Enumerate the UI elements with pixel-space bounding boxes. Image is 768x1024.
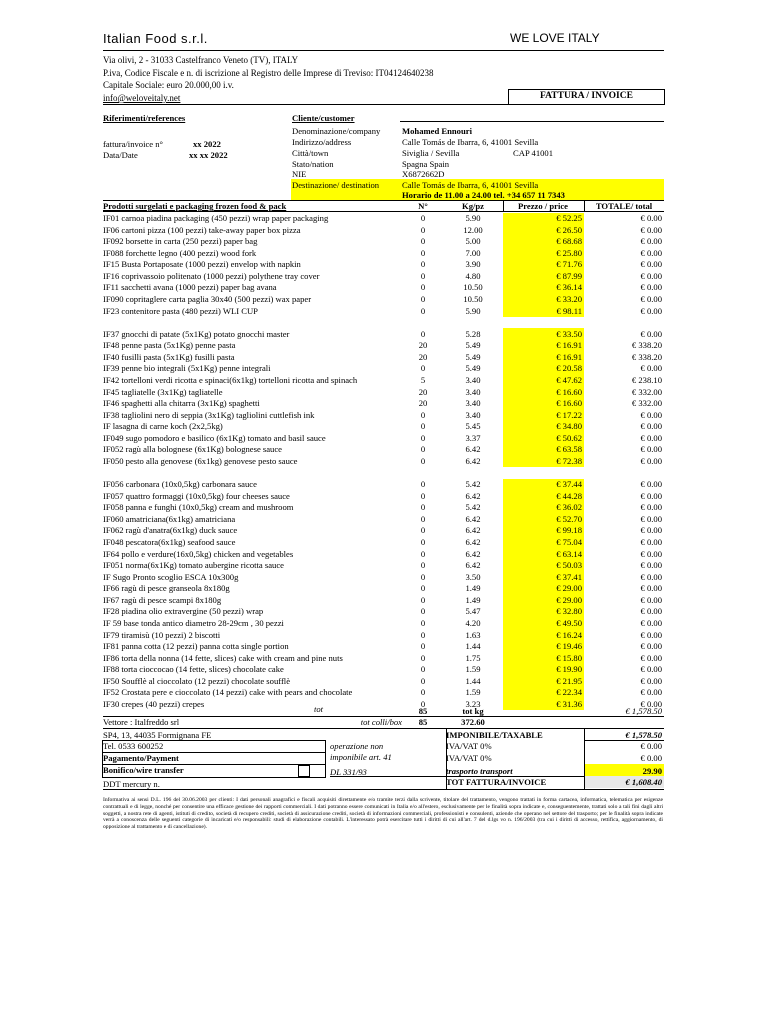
product-total: € 0.00 — [640, 525, 662, 536]
customer-postcode: CAP 41001 — [513, 148, 554, 158]
product-qty: 0 — [420, 571, 426, 582]
total-kg-value: 372.60 — [461, 717, 485, 727]
product-qty: 20 — [418, 351, 428, 362]
product-kg: 12.00 — [463, 224, 483, 235]
product-qty: 0 — [420, 409, 426, 420]
product-total: € 0.00 — [640, 421, 662, 432]
invoice-number-label: fattura/invoice n° — [103, 139, 163, 149]
product-description: IF060 amatriciana(6x1kg) amatriciana — [103, 513, 236, 524]
product-price: € 99.18 — [556, 525, 582, 536]
invoice-number-value: xx 2022 — [193, 139, 221, 149]
product-kg: 6.42 — [465, 444, 481, 455]
total-label: tot — [314, 704, 324, 714]
product-kg: 6.42 — [465, 490, 481, 501]
product-price: € 32.80 — [556, 606, 582, 617]
product-description: IF049 sugo pomodoro e basilico (6x1Kg) tomato and basil sauce — [103, 432, 326, 443]
product-price: € 71.76 — [556, 259, 582, 270]
product-total: € 0.00 — [640, 282, 662, 293]
product-qty: 0 — [420, 282, 426, 293]
product-total: € 0.00 — [640, 236, 662, 247]
product-price: € 22.34 — [556, 687, 582, 698]
product-price: € 16.60 — [556, 386, 582, 397]
invoice-date-label: Data/Date — [103, 150, 138, 160]
product-qty: 20 — [418, 398, 428, 409]
product-kg: 6.42 — [465, 560, 481, 571]
product-kg: 10.50 — [463, 293, 483, 304]
product-qty: 0 — [420, 525, 426, 536]
product-description: IF051 norma(6x1Kg) tomato aubergine ricotta sauce — [103, 560, 284, 571]
product-description: IF28 piadina olio extravergine (50 pezzi) wrap — [103, 606, 264, 617]
product-total: € 0.00 — [640, 641, 662, 652]
product-description: IF050 pesto alla genovese (6x1kg) genovese pesto sauce — [103, 455, 298, 466]
product-kg: 3.50 — [465, 571, 481, 582]
product-price: € 50.62 — [556, 432, 582, 443]
company-capital: Capitale Sociale: euro 20.000,00 i.v. — [103, 80, 234, 90]
product-qty: 0 — [420, 236, 426, 247]
header-bottom-rule — [103, 104, 664, 105]
product-qty: 0 — [420, 652, 426, 663]
product-price: € 29.00 — [556, 583, 582, 594]
product-kg: 6.42 — [465, 548, 481, 559]
product-total: € 0.00 — [640, 617, 662, 628]
destination-label: Destinazione/ destination — [292, 180, 380, 190]
taxable-value: € 1,578.50 — [625, 730, 662, 740]
product-kg: 4.20 — [465, 617, 481, 628]
product-price: € 68.68 — [556, 236, 582, 247]
product-qty: 0 — [420, 502, 426, 513]
product-price: € 33.50 — [556, 328, 582, 339]
taxable-label: IMPONIBILE/TAXABLE — [446, 730, 543, 740]
customer-heading-rule — [400, 121, 664, 122]
product-qty: 0 — [420, 513, 426, 524]
total-boxes-label: tot colli/box — [360, 717, 402, 727]
product-kg: 3.37 — [465, 432, 481, 443]
product-kg: 10.50 — [463, 282, 483, 293]
product-kg: 1.63 — [465, 629, 481, 640]
product-qty: 0 — [420, 490, 426, 501]
product-price: € 36.02 — [556, 502, 582, 513]
product-price: € 29.00 — [556, 594, 582, 605]
product-kg: 3.90 — [465, 259, 481, 270]
product-description: IF16 coprivassoio politenato (1000 pezzi) polythene tray cover — [103, 270, 320, 281]
total-boxes-value: 85 — [418, 717, 428, 727]
customer-nation-value: Spagna Spain — [402, 159, 450, 169]
product-total: € 0.00 — [640, 502, 662, 513]
product-qty: 0 — [420, 455, 426, 466]
product-description: IF64 pollo e verdure(16x0,5kg) chicken and vegetables — [103, 548, 294, 559]
product-qty: 0 — [420, 421, 426, 432]
product-kg: 6.42 — [465, 455, 481, 466]
product-total: € 332.00 — [631, 398, 662, 409]
product-qty: 20 — [418, 386, 428, 397]
product-kg: 1.44 — [465, 675, 481, 686]
customer-address-label: Indirizzo/address — [292, 137, 352, 147]
ddt-number: DDT mercury n. — [103, 779, 160, 789]
product-description: IF79 tiramisù (10 pezzi) 2 biscotti — [103, 629, 221, 640]
product-description: IF01 carnoa piadina packaging (450 pezzi) wrap paper packaging — [103, 213, 329, 223]
vat-note-line2: imponibile art. 41 — [330, 752, 392, 762]
product-price: € 49.50 — [556, 617, 582, 628]
product-description: IF062 ragù d'anatra(6x1kg) duck sauce — [103, 525, 238, 536]
column-header-kg: Kg/pz — [462, 201, 484, 211]
customer-nie-label: NIE — [292, 169, 307, 179]
vat-value-2: € 0.00 — [640, 753, 662, 763]
product-qty: 0 — [420, 548, 426, 559]
product-kg: 3.40 — [465, 398, 481, 409]
product-description: IF30 crepes (40 pezzi) crepes — [103, 698, 205, 709]
vat-note-line3: DL 331/93 — [330, 767, 367, 777]
product-price: € 16.24 — [556, 629, 582, 640]
product-kg: 7.00 — [465, 247, 481, 258]
product-total: € 0.00 — [640, 687, 662, 698]
product-description: IF058 panna e funghi (10x0,5kg) cream and mushroom — [103, 502, 294, 513]
product-kg: 5.42 — [465, 479, 481, 490]
header-rule — [103, 50, 664, 51]
product-price: € 16.60 — [556, 398, 582, 409]
payment-label: Pagamento/Payment — [103, 753, 179, 763]
product-kg: 5.47 — [465, 606, 481, 617]
product-description: IF15 Busta Portaposate (1000 pezzi) envelop with napkin — [103, 259, 301, 270]
product-description: IF45 tagliatelle (3x1Kg) tagliatelle — [103, 386, 223, 397]
product-kg: 5.42 — [465, 502, 481, 513]
product-total: € 0.00 — [640, 455, 662, 466]
product-qty: 0 — [420, 444, 426, 455]
product-description: IF46 spaghetti alla chitarra (3x1Kg) spaghetti — [103, 398, 260, 409]
product-price: € 26.50 — [556, 224, 582, 235]
product-description: IF11 sacchetti avana (1000 pezzi) paper bag avana — [103, 282, 277, 293]
company-tax-line: P.iva, Codice Fiscale e n. di iscrizione al Registro delle Imprese di Treviso: IT04124640238 — [103, 68, 434, 78]
product-price: € 25.80 — [556, 247, 582, 258]
product-total: € 238.10 — [631, 374, 662, 385]
customer-company-label: Denominazione/company — [292, 126, 381, 136]
product-total: € 0.00 — [640, 247, 662, 258]
product-kg: 5.45 — [465, 421, 481, 432]
product-kg: 5.28 — [465, 328, 481, 339]
delivery-hours: Horario de 11.00 a 24.00 tel. +34 657 11 7343 — [402, 190, 565, 200]
customer-heading: Cliente/customer — [292, 113, 355, 123]
product-price: € 75.04 — [556, 536, 582, 547]
product-description: IF06 cartoni pizza (100 pezzi) take-away paper box pizza — [103, 224, 301, 235]
product-description: IF Sugo Pronto scoglio ESCA 10x300g — [103, 571, 239, 582]
product-description: IF67 ragù di pesce scampi 8x180g — [103, 594, 222, 605]
product-qty: 0 — [420, 687, 426, 698]
product-kg: 5.49 — [465, 363, 481, 374]
product-total: € 0.00 — [640, 594, 662, 605]
product-total: € 0.00 — [640, 363, 662, 374]
product-price: € 21.95 — [556, 675, 582, 686]
column-header-price: Prezzo / price — [518, 201, 568, 211]
product-total: € 0.00 — [640, 259, 662, 270]
product-description: IF090 copritaglere carta paglia 30x40 (500 pezzi) wax paper — [103, 293, 312, 304]
product-description: IF052 ragù alla bolognese (6x1Kg) bolognese sauce — [103, 444, 282, 455]
product-price: € 31.36 — [556, 698, 582, 709]
product-description: IF38 tagliolini nero di seppia (3x1Kg) tagliolini cuttlefish ink — [103, 409, 315, 420]
customer-town-value: Siviglia / Sevilla — [402, 148, 460, 158]
product-total: € 0.00 — [640, 560, 662, 571]
product-qty: 0 — [420, 328, 426, 339]
product-qty: 0 — [420, 363, 426, 374]
product-qty: 0 — [420, 224, 426, 235]
product-kg: 1.75 — [465, 652, 481, 663]
product-kg: 1.49 — [465, 594, 481, 605]
product-qty: 0 — [420, 617, 426, 628]
product-description: IF88 torta cioccocao (14 fette, slices) chocolate cake — [103, 664, 284, 675]
product-total: € 0.00 — [640, 432, 662, 443]
product-qty: 5 — [420, 374, 426, 385]
product-description: IF048 pescatora(6x1kg) seafood sauce — [103, 536, 236, 547]
product-qty: 0 — [420, 536, 426, 547]
grand-total-value: € 1,608.40 — [625, 777, 662, 787]
product-kg: 1.59 — [465, 664, 481, 675]
product-price: € 37.44 — [556, 479, 582, 490]
vat-label-2: IVA/VAT 0% — [446, 753, 492, 763]
product-price: € 52.25 — [556, 213, 582, 223]
product-price: € 20.58 — [556, 363, 582, 374]
product-qty: 0 — [420, 698, 426, 709]
product-price: € 19.90 — [556, 664, 582, 675]
product-qty: 0 — [420, 594, 426, 605]
product-total: € 0.00 — [640, 224, 662, 235]
product-price: € 98.11 — [556, 305, 582, 316]
summary-bottom-rule — [103, 789, 664, 790]
summary-col-divider-1 — [446, 728, 447, 789]
product-qty: 0 — [420, 213, 426, 223]
product-total: € 0.00 — [640, 698, 662, 709]
product-qty: 0 — [420, 270, 426, 281]
column-header-product: Prodotti surgelati e packaging frozen food & pack — [103, 201, 287, 211]
product-total: € 0.00 — [640, 675, 662, 686]
product-price: € 44.28 — [556, 490, 582, 501]
product-price: € 87.99 — [556, 270, 582, 281]
product-qty: 20 — [418, 340, 428, 351]
customer-town-label: Città/town — [292, 148, 329, 158]
product-description: IF056 carbonara (10x0,5kg) carbonara sauce — [103, 479, 257, 490]
product-price: € 16.91 — [556, 340, 582, 351]
product-qty: 0 — [420, 293, 426, 304]
column-header-total: TOTALE/ total — [595, 201, 653, 211]
product-description: IF057 quattro formaggi (10x0,5kg) four cheeses sauce — [103, 490, 290, 501]
carrier-name: Vettore : Italfreddo srl — [103, 717, 180, 727]
product-total: € 0.00 — [640, 270, 662, 281]
product-total: € 0.00 — [640, 606, 662, 617]
product-kg: 5.00 — [465, 236, 481, 247]
product-kg: 4.80 — [465, 270, 481, 281]
product-price: € 36.14 — [556, 282, 582, 293]
carrier-address: SP4, 13, 44035 Formignana FE — [103, 730, 212, 740]
product-total: € 0.00 — [640, 479, 662, 490]
product-price: € 72.38 — [556, 455, 582, 466]
vat-label-1: IVA/VAT 0% — [446, 741, 492, 751]
product-description: IF66 ragù di pesce granseola 8x180g — [103, 583, 230, 594]
product-price: € 63.58 — [556, 444, 582, 455]
product-total: € 0.00 — [640, 328, 662, 339]
product-price: € 15.80 — [556, 652, 582, 663]
total-kg-label: tot kg — [462, 706, 484, 716]
product-total: € 0.00 — [640, 305, 662, 316]
summary-top-rule — [103, 728, 664, 729]
product-description: IF092 borsette in carta (250 pezzi) paper bag — [103, 236, 258, 247]
product-kg: 6.42 — [465, 513, 481, 524]
product-qty: 0 — [420, 629, 426, 640]
product-total: € 338.20 — [631, 351, 662, 362]
customer-nation-label: Stato/nation — [292, 159, 334, 169]
product-description: IF39 penne bio integrali (5x1Kg) penne integrali — [103, 363, 271, 374]
product-qty: 0 — [420, 259, 426, 270]
product-total: € 0.00 — [640, 444, 662, 455]
product-kg: 3.40 — [465, 386, 481, 397]
product-total: € 0.00 — [640, 293, 662, 304]
product-total: € 0.00 — [640, 571, 662, 582]
product-description: IF81 panna cotta (12 pezzi) panna cotta single portion — [103, 641, 289, 652]
product-total: € 0.00 — [640, 536, 662, 547]
product-price: € 34.80 — [556, 421, 582, 432]
column-header-qty: N° — [418, 201, 428, 211]
product-qty: 0 — [420, 432, 426, 443]
product-price: € 17.22 — [556, 409, 582, 420]
wire-transfer-label: Bonifico/wire transfer — [103, 765, 184, 775]
product-price: € 63.14 — [556, 548, 582, 559]
transport-value: 29.90 — [642, 766, 662, 776]
product-description: IF 59 base tonda antico diametro 28-29cm , 30 pezzi — [103, 617, 284, 628]
product-description: IF86 torta della nonna (14 fette, slices) cake with cream and pine nuts — [103, 652, 343, 663]
product-kg: 5.90 — [465, 305, 481, 316]
product-total: € 0.00 — [640, 409, 662, 420]
grand-total-label: TOT FATTURA/INVOICE — [446, 777, 547, 787]
product-total: € 0.00 — [640, 213, 662, 223]
total-amount: € 1,578.50 — [625, 706, 662, 716]
product-kg: 3.23 — [465, 698, 481, 709]
product-kg: 5.49 — [465, 340, 481, 351]
product-qty: 0 — [420, 664, 426, 675]
product-description: IF23 contenitore pasta (480 pezzi) WLI CUP — [103, 305, 258, 316]
product-total: € 332.00 — [631, 386, 662, 397]
vat-note-line1: operazione non — [330, 741, 384, 751]
destination-value: Calle Tomás de Ibarra, 6, 41001 Sevilla — [402, 180, 539, 190]
product-description: IF088 forchette legno (400 pezzi) wood fork — [103, 247, 257, 258]
product-qty: 0 — [420, 583, 426, 594]
product-price: € 52.70 — [556, 513, 582, 524]
carrier-phone: Tel. 0533 600252 — [103, 741, 164, 751]
product-kg: 5.90 — [465, 213, 481, 223]
product-qty: 0 — [420, 560, 426, 571]
product-qty: 0 — [420, 675, 426, 686]
total-qty: 85 — [418, 706, 428, 716]
product-description: IF42 tortelloni verdi ricotta e spinaci(6x1kg) tortelloni ricotta and spinach — [103, 374, 358, 385]
invoice-title: FATTURA / INVOICE — [540, 91, 633, 101]
product-description: IF48 penne pasta (5x1Kg) penne pasta — [103, 340, 236, 351]
product-kg: 1.59 — [465, 687, 481, 698]
product-kg: 6.42 — [465, 525, 481, 536]
product-price: € 16.91 — [556, 351, 582, 362]
product-qty: 0 — [420, 305, 426, 316]
product-total: € 0.00 — [640, 548, 662, 559]
product-description: IF40 fusilli pasta (5x1Kg) fusilli pasta — [103, 351, 235, 362]
references-heading: Riferimenti/references — [103, 113, 186, 123]
product-price: € 50.03 — [556, 560, 582, 571]
wire-transfer-checkbox[interactable] — [298, 765, 310, 777]
product-price: € 47.62 — [556, 374, 582, 385]
product-qty: 0 — [420, 606, 426, 617]
customer-address-value: Calle Tomás de Ibarra, 6, 41001 Sevilla — [402, 137, 539, 147]
product-total: € 0.00 — [640, 513, 662, 524]
product-price: € 33.20 — [556, 293, 582, 304]
product-total: € 0.00 — [640, 664, 662, 675]
product-total: € 0.00 — [640, 583, 662, 594]
product-qty: 0 — [420, 479, 426, 490]
product-description: IF50 Soufflè al cioccolato (12 pezzi) chocolate soufflè — [103, 675, 291, 686]
invoice-date-value: xx xx 2022 — [189, 150, 228, 160]
product-kg: 3.40 — [465, 409, 481, 420]
product-qty: 0 — [420, 641, 426, 652]
vat-value-1: € 0.00 — [640, 741, 662, 751]
company-email[interactable]: info@weloveitaly.net — [103, 93, 181, 103]
product-description: IF52 Crostata pere e cioccolato (14 pezzi) cake with pears and chocolate — [103, 687, 353, 698]
product-description: IF37 gnocchi di patate (5x1Kg) potato gnocchi master — [103, 328, 290, 339]
customer-company-value: Mohamed Ennouri — [402, 126, 472, 136]
product-total: € 338.20 — [631, 340, 662, 351]
product-total: € 0.00 — [640, 652, 662, 663]
product-total: € 0.00 — [640, 490, 662, 501]
product-total: € 0.00 — [640, 629, 662, 640]
product-kg: 1.44 — [465, 641, 481, 652]
product-kg: 5.49 — [465, 351, 481, 362]
product-description: IF lasagna di carne koch (2x2,5kg) — [103, 421, 223, 432]
product-price: € 37.41 — [556, 571, 582, 582]
product-kg: 6.42 — [465, 536, 481, 547]
product-kg: 1.49 — [465, 583, 481, 594]
product-price: € 19.46 — [556, 641, 582, 652]
summary-col-divider-2 — [584, 728, 585, 789]
product-kg: 3.40 — [465, 374, 481, 385]
privacy-notice: Informativa ai sensi D.L. 196 del 30.06.2003 per clienti: I dati personali anagrafici e fiscali acquisiti direttamente e/o tramite terzi dalla scrivente, titolare del trattamento, vengono trattati in forma cartacea, informatica, telematica per esigenze contrattuali e di legge, nonché per consentire una efficace gestione dei rapporti commerciali. I dati potranno essere comunicati in Italia e/o all'estero, esclusivamente per le finalità sopra indicate e, conseguentemente, trattati solo a tali fini dagli altri soggetti, a nostra rete di agenti, istituti di credito, società di recupero crediti, società di assicurazione crediti, società di informazioni commerciali, professionisti e consulenti, aziende che operano nel settore del trasporto; per le finalità sopra indicate verrà a conoscenza delle seguenti categorie di incaricati e/o responsabili: studi di elaborazione contabili. L'interessato potrà esercitare tutti i diritti di cui all'art. 7 del d.lgs vo n. 196/2003 (tra cui i diritti di accesso, rettifica, aggiornamento, di opposizione al trattamento e di cancellazione). — [103, 797, 663, 831]
company-address: Via olivi, 2 - 31033 Castelfranco Veneto (TV), ITALY — [103, 55, 299, 65]
company-slogan: WE LOVE ITALY — [510, 31, 600, 45]
transport-label: trasporto transport — [446, 766, 513, 776]
product-qty: 0 — [420, 247, 426, 258]
company-name: Italian Food s.r.l. — [103, 31, 208, 46]
customer-nie-value: X6872662D — [402, 169, 445, 179]
